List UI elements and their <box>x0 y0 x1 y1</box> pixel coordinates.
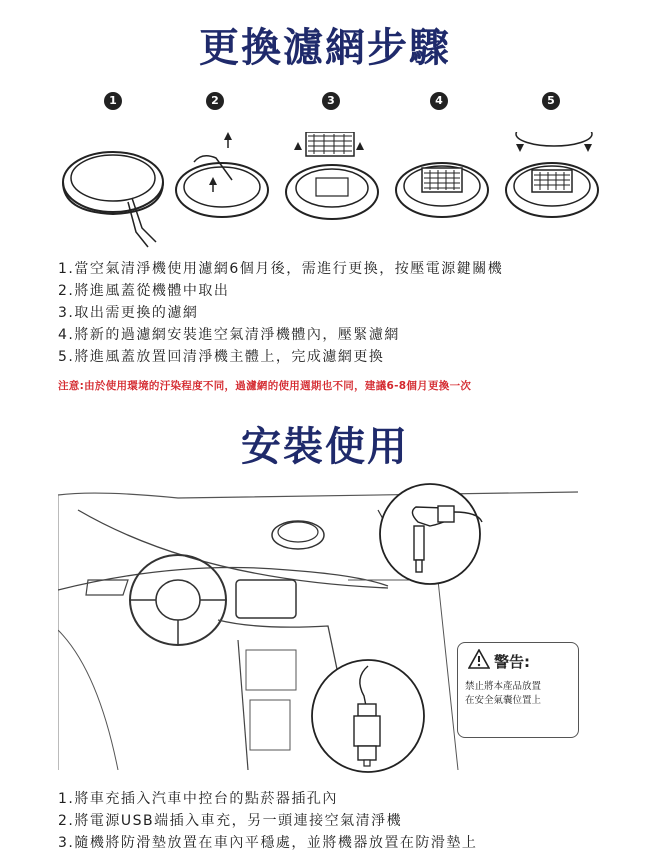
step-number-2: 2 <box>206 92 224 110</box>
remove-cover-icon <box>172 132 272 242</box>
warning-text-line: 在安全氣囊位置上 <box>465 695 542 706</box>
instruction-line: 3.隨機將防滑墊放置在車內平穩處，並將機器放置在防滑墊上 <box>58 835 478 851</box>
instruction-line: 4.將新的過濾網安裝進空氣清淨機體內，壓緊濾網 <box>58 327 400 343</box>
instruction-line: 2.將電源USB端插入車充，另一頭連接空氣清淨機 <box>58 813 403 829</box>
warning-title: 警告: <box>494 653 530 671</box>
device-closed-icon <box>58 132 168 252</box>
step-number-1: 1 <box>104 92 122 110</box>
instruction-line: 1.將車充插入汽車中控台的點菸器插孔內 <box>58 791 338 807</box>
insert-filter-icon <box>392 132 492 242</box>
instruction-line: 3.取出需更換的濾網 <box>58 305 199 321</box>
warning-text <box>465 680 541 708</box>
page-title-installation: 安裝使用 <box>241 424 409 470</box>
page-title-filter-replacement: 更換濾網步驟 <box>199 25 451 71</box>
step-number-4: 4 <box>430 92 448 110</box>
filter-note: 注意:由於使用環境的汙染程度不同，過濾網的使用週期也不同，建議6-8個月更換一次 <box>58 380 472 392</box>
car-charger-icon <box>308 656 428 776</box>
instruction-line: 1.當空氣清淨機使用濾網6個月後，需進行更換，按壓電源鍵關機 <box>58 261 504 277</box>
warning-triangle-icon <box>468 649 490 669</box>
remove-filter-icon <box>282 132 382 242</box>
warning-box <box>457 642 579 738</box>
filter-steps-illustrations <box>0 92 650 252</box>
warning-text-line: 禁止將本產品放置 <box>465 681 542 692</box>
install-instructions <box>58 788 618 854</box>
instruction-line: 5.將進風蓋放置回清淨機主體上，完成濾網更換 <box>58 349 385 365</box>
instruction-line: 2.將進風蓋從機體中取出 <box>58 283 230 299</box>
replace-cover-icon <box>502 132 602 242</box>
step-number-3: 3 <box>322 92 340 110</box>
step-number-5: 5 <box>542 92 560 110</box>
power-plug-icon <box>378 482 488 592</box>
filter-instructions <box>58 258 618 368</box>
